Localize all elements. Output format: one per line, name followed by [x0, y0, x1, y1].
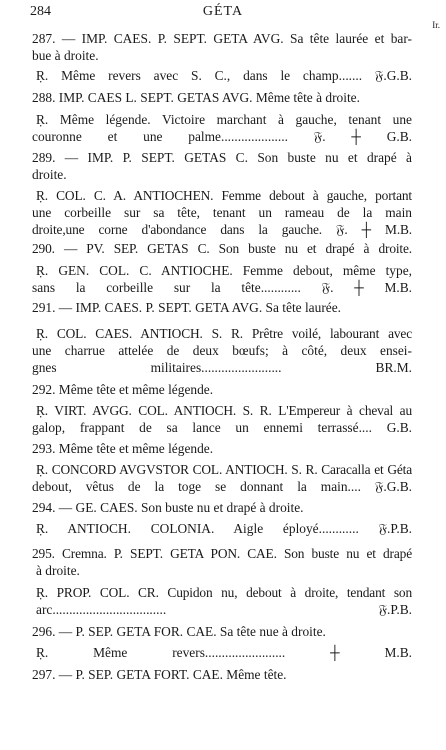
catalog-line: Ṛ. GEN. COL. C. ANTIOCHE. Femme debout, même type, — [36, 263, 412, 278]
catalog-line: 294. — GE. CAES. Son buste nu et drapé à droite. — [32, 500, 304, 515]
catalog-line: droite. — [32, 167, 67, 182]
catalog-line: 292. Même tête et même légende. — [32, 382, 214, 397]
catalog-line: Ṛ. Même revers........................ ┼ M.B. — [36, 645, 412, 660]
catalog-line: à droite. — [36, 563, 80, 578]
catalog-line: 296. — P. SEP. GETA FOR. CAE. Sa tête nue à droite. — [32, 624, 326, 639]
catalog-line: couronne et une palme.................... 𝔉. ┼ G.B. — [32, 129, 412, 144]
catalog-line: 297. — P. SEP. GETA FORT. CAE. Même tête. — [32, 667, 287, 682]
catalog-line: Ṛ. Même revers avec S. C., dans le champ....... 𝔉.G.B. — [36, 68, 412, 83]
catalog-line: 289. — IMP. P. SEPT. GETAS C. Son buste nu et drapé à — [32, 150, 412, 165]
page-number: 284 — [30, 4, 51, 19]
catalog-line: bue à droite. — [32, 48, 99, 63]
catalog-line: arc.................................. 𝔉.P.B. — [36, 602, 412, 617]
catalog-line: 293. Même tête et même légende. — [32, 441, 214, 456]
catalog-line: Ṛ. ANTIOCH. COLONIA. Aigle éployé............ 𝔉.P.B. — [36, 521, 412, 536]
catalog-line: Ṛ. COL. C. A. ANTIOCHEN. Femme debout à gauche, portant — [36, 188, 412, 203]
catalog-line: 295. Cremna. P. SEPT. GETA PON. CAE. Son buste nu et drapé — [32, 546, 412, 561]
catalog-line: 290. — PV. SEP. GETAS C. Son buste nu et drapé à droite. — [32, 241, 412, 256]
catalog-line: Ṛ. PROP. COL. CR. Cupidon nu, debout à droite, tendant son — [36, 585, 412, 600]
catalog-line: sans la corbeille sur la tête............ 𝔉. ┼ M.B. — [32, 280, 412, 295]
catalog-line: une corbeille sur sa tête, tenant un rameau de la main — [32, 205, 412, 220]
margin-mark: Ir. — [432, 20, 440, 30]
catalog-line: Ṛ. VIRT. AVGG. COL. ANTIOCH. S. R. L'Empereur à cheval au — [36, 403, 412, 418]
catalog-line: 288. IMP. CAES L. SEPT. GETAS AVG. Même tête à droite. — [32, 90, 360, 105]
catalog-line: galop, frappant de sa lance un ennemi terrassé.... G.B. — [32, 420, 412, 435]
catalog-line: Ṛ. CONCORD AVGVSTOR COL. ANTIOCH. S. R. Caracalla et Géta — [36, 462, 412, 477]
catalog-line: 287. — IMP. CAES. P. SEPT. GETA AVG. Sa tête laurée et bar- — [32, 31, 412, 46]
page-title: GÉTA — [202, 4, 244, 19]
catalog-line: 291. — IMP. CAES. P. SEPT. GETA AVG. Sa tête laurée. — [32, 300, 342, 315]
catalog-line: debout, vêtus de la toge se donnant la main.... 𝔉.G.B. — [32, 479, 412, 494]
catalog-line: une charrue attelée de deux bœufs; à côté, deux ensei- — [32, 343, 412, 358]
catalog-line: Ṛ. COL. CAES. ANTIOCH. S. R. Prêtre voilé, labourant avec — [36, 326, 412, 341]
catalog-line: gnes militaires........................ BR.M. — [32, 360, 412, 375]
catalog-line: Ṛ. Même légende. Victoire marchant à gauche, tenant une — [36, 112, 412, 127]
catalog-line: droite,une corne d'abondance dans la gauche. 𝔉. ┼ M.B. — [32, 222, 412, 237]
